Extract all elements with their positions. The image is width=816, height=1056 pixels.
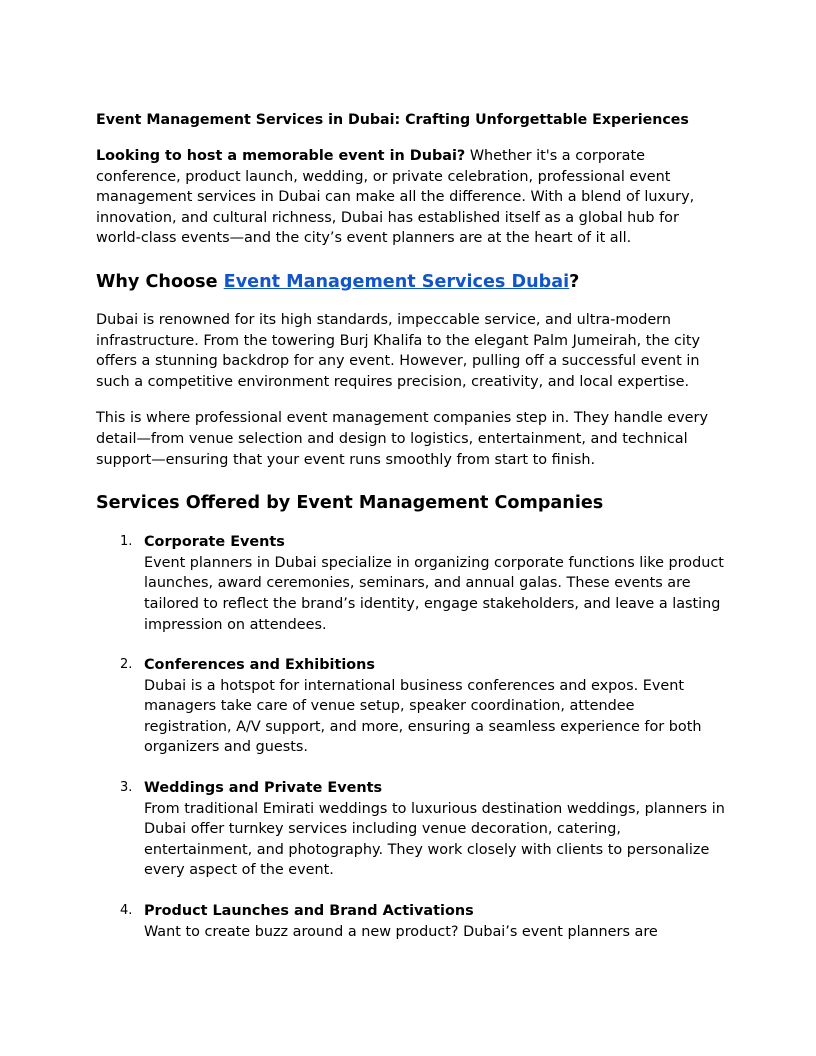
list-item-body: From traditional Emirati weddings to luxurious destination weddings, planners in Dubai offer turnkey services including venue decoration, catering, entertainment, and photography. They work closely with clients to personalize every aspect of the event. [144, 800, 725, 879]
list-item [96, 901, 726, 942]
why-paragraph-1: Dubai is renowned for its high standards, impeccable service, and ultra-modern infrastructure. From the towering Burj Khalifa to the elegant Palm Jumeirah, the city offers a stunning backdrop for any event. However, pulling off a successful event in such a competitive environment requires precision, creativity, and local expertise. [96, 311, 701, 390]
why-choose-heading [96, 269, 726, 295]
list-item [96, 532, 726, 635]
list-item-body: Event planners in Dubai specialize in organizing corporate functions like product launches, award ceremonies, seminars, and annual galas. These events are tailored to reflect the brand’s identity, engage stakeholders, and leave a lasting impression on attendees. [144, 554, 724, 633]
list-item-title: Weddings and Private Events [144, 780, 383, 797]
list-item-number: 3. [120, 780, 133, 796]
document-title: Event Management Services in Dubai: Crafting Unforgettable Experiences [96, 112, 689, 128]
intro-lead: Looking to host a memorable event in Dubai? [96, 148, 466, 164]
list-item-number: 4. [120, 903, 133, 919]
list-item [96, 655, 726, 758]
why-paragraph-2: This is where professional event management companies step in. They handle every detail—from venue selection and design to logistics, entertainment, and technical support—ensuring that your event runs smoothly from start to finish. [96, 410, 708, 468]
why-heading-prefix: Why Choose [96, 271, 224, 292]
services-heading: Services Offered by Event Management Companies [96, 493, 604, 514]
services-list [96, 532, 726, 942]
list-item-title: Product Launches and Brand Activations [144, 903, 474, 920]
event-management-services-link[interactable]: Event Management Services Dubai [223, 271, 570, 292]
list-item-body: Want to create buzz around a new product? Dubai’s event planners are [144, 923, 658, 940]
intro-paragraph [96, 146, 726, 249]
list-item [96, 778, 726, 881]
list-item-body: Dubai is a hotspot for international business conferences and expos. Event managers take care of venue setup, speaker coordination, attendee registration, A/V support, and more, ensuring a seamless experience for both organizers and guests. [144, 677, 702, 756]
list-item-number: 2. [120, 657, 133, 673]
why-heading-suffix: ? [569, 271, 580, 292]
list-item-number: 1. [120, 534, 133, 550]
list-item-title: Corporate Events [144, 534, 285, 551]
list-item-title: Conferences and Exhibitions [144, 657, 375, 674]
intro-text: Whether it's a corporate conference, product launch, wedding, or private celebration, professional event management services in Dubai can make all the difference. With a blend of luxury, innovation, and cultural richness, Dubai has established itself as a global hub for world-class events—and the city’s event planners are at the heart of it all. [96, 148, 695, 247]
document-page [96, 110, 726, 962]
